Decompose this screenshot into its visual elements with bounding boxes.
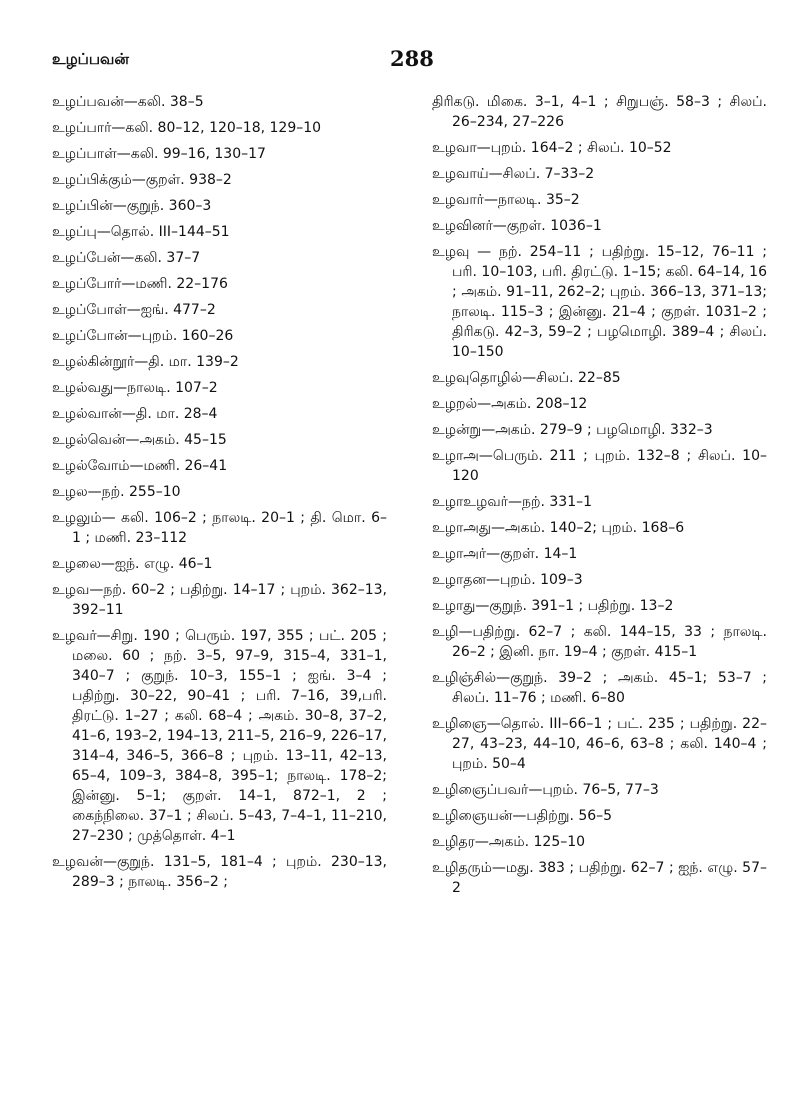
index-entry: உழவா—புறம். 164–2 ; சிலப். 10–52 bbox=[432, 140, 672, 156]
left-column bbox=[52, 92, 387, 898]
index-entry: உழல்கின்றூர்—தி. மா. 139–2 bbox=[52, 354, 239, 370]
index-entry: உழவ—நற். 60–2 ; பதிற்று. 14–17 ; புறம். 362–13, 392–11 bbox=[52, 582, 387, 618]
running-head: உழப்பவன் bbox=[52, 50, 129, 68]
index-entry: உழி—பதிற்று. 62–7 ; கலி. 144–15, 33 ; நாலடி. 26–2 ; இனி. நா. 19–4 ; குறள். 415–1 bbox=[432, 624, 767, 660]
index-entry: உழிஞைப்பவர்—புறம். 76–5, 77–3 bbox=[432, 782, 659, 798]
index-entry: உழப்பு—தொல். III–144–51 bbox=[52, 224, 230, 240]
index-entry: உழவர்—சிறு. 190 ; பெரும். 197, 355 ; பட். 205 ; மலை. 60 ; நற். 3–5, 97–9, 315–4, 331–1, 340–7 ; குறுந். 10–3, 155–1 ; ஐங். 3–4 ; பதிற்று. 30–22, 90–41 ; பரி. 7–16, 39,பரி. திரட்டு. 1–27 ; கலி. 68–4 ; அகம். 30–8, 37–2, 41–6, 193–2, 194–13, 211–5, 216–9, 226–17, 314–4, 346–5, 366–8 ; புறம். 13–11, 42–13, 65–4, 109–3, 384–8, 395–1; நாலடி. 178–2; இன்னு. 5–1; குறள். 14–1, 872–1, 2 ; கைந்நிலை. 37–1 ; சிலப். 5–43, 7–4–1, 11–210, 27–230 ; முத்தொள். 4–1 bbox=[52, 628, 387, 844]
index-entry: உழல்வது—நாலடி. 107–2 bbox=[52, 380, 218, 396]
index-entry: உழிதரும்—மது. 383 ; பதிற்று. 62–7 ; ஐந். எழு. 57–2 bbox=[432, 860, 767, 896]
index-entry: உழப்பின்—குறுந். 360–3 bbox=[52, 198, 212, 214]
index-entry: உழவுதொழில்—சிலப். 22–85 bbox=[432, 370, 621, 386]
right-column bbox=[432, 92, 767, 904]
index-entry: உழல்வென்—அகம். 45–15 bbox=[52, 432, 227, 448]
index-entry: உழப்பார்—கலி. 80–12, 120–18, 129–10 bbox=[52, 120, 322, 136]
index-entry: உழாதன—புறம். 109–3 bbox=[432, 572, 583, 588]
index-entry: உழறல்—அகம். 208–12 bbox=[432, 396, 588, 412]
index-entry: உழல்வோம்—மணி. 26–41 bbox=[52, 458, 228, 474]
page-header bbox=[52, 46, 752, 86]
index-entry: உழப்போள்—ஐங். 477–2 bbox=[52, 302, 216, 318]
index-entry: உழாஉழவர்—நற். 331–1 bbox=[432, 494, 593, 510]
index-entry: உழப்பேன்—கலி. 37–7 bbox=[52, 250, 201, 266]
index-entry: உழாஅது—அகம். 140–2; புறம். 168–6 bbox=[432, 520, 685, 536]
index-entry: உழவாய்—சிலப். 7–33–2 bbox=[432, 166, 595, 182]
index-entry: உழாஅ—பெரும். 211 ; புறம். 132–8 ; சிலப். 10–120 bbox=[432, 448, 767, 484]
index-entry: உழிஞை—தொல். III–66–1 ; பட். 235 ; பதிற்று. 22–27, 43–23, 44–10, 46–6, 63–8 ; கலி. 140–4 ; புறம். 50–4 bbox=[432, 716, 767, 772]
index-entry: உழவார்—நாலடி. 35–2 bbox=[432, 192, 580, 208]
index-entry: உழவன்—குறுந். 131–5, 181–4 ; புறம். 230–13, 289–3 ; நாலடி. 356–2 ; bbox=[52, 854, 387, 890]
index-entry: உழிஞையன்—பதிற்று. 56–5 bbox=[432, 808, 613, 824]
index-entry: திரிகடு. மிகை. 3–1, 4–1 ; சிறுபஞ். 58–3 ; சிலப். 26–234, 27–226 bbox=[432, 94, 767, 130]
index-entry: உழப்பிக்கும்—குறள். 938–2 bbox=[52, 172, 232, 188]
index-entry: உழவு — நற். 254–11 ; பதிற்று. 15–12, 76–11 ; பரி. 10–103, பரி. திரட்டு. 1–15; கலி. 64–14, 16 ; அகம். 91–11, 262–2; புறம். 366–13, 371–13; நாலடி. 115–3 ; இன்னு. 21–4 ; குறள். 1031–2 ; திரிகடு. 42–3, 59–2 ; பழமொழி. 389–4 ; சிலப். 10–150 bbox=[432, 244, 767, 360]
index-entry: உழிஞ்சில்—குறுந். 39–2 ; அகம். 45–1; 53–7 ; சிலப். 11–76 ; மணி. 6–80 bbox=[432, 670, 767, 706]
page-number: 288 bbox=[390, 46, 434, 71]
index-entry: உழன்று—அகம். 279–9 ; பழமொழி. 332–3 bbox=[432, 422, 713, 438]
index-entry: உழல—நற். 255–10 bbox=[52, 484, 181, 500]
index-entry: உழப்பவன்—கலி. 38–5 bbox=[52, 94, 204, 110]
index-entry: உழப்போர்—மணி. 22–176 bbox=[52, 276, 228, 292]
index-entry: உழாது—குறுந். 391–1 ; பதிற்று. 13–2 bbox=[432, 598, 674, 614]
index-entry: உழப்போன்—புறம். 160–26 bbox=[52, 328, 234, 344]
index-entry: உழவினர்—குறள். 1036–1 bbox=[432, 218, 602, 234]
index-entry: உழப்பாள்—கலி. 99–16, 130–17 bbox=[52, 146, 266, 162]
index-entry: உழலும்— கலி. 106–2 ; நாலடி. 20–1 ; தி. மொ. 6–1 ; மணி. 23–112 bbox=[52, 510, 387, 546]
index-entry: உழாஅர்—குறள். 14–1 bbox=[432, 546, 578, 562]
index-entry: உழல்வான்—தி. மா. 28–4 bbox=[52, 406, 218, 422]
index-entry: உழலை—ஐந். எழு. 46–1 bbox=[52, 556, 213, 572]
index-entry: உழிதர—அகம். 125–10 bbox=[432, 834, 586, 850]
